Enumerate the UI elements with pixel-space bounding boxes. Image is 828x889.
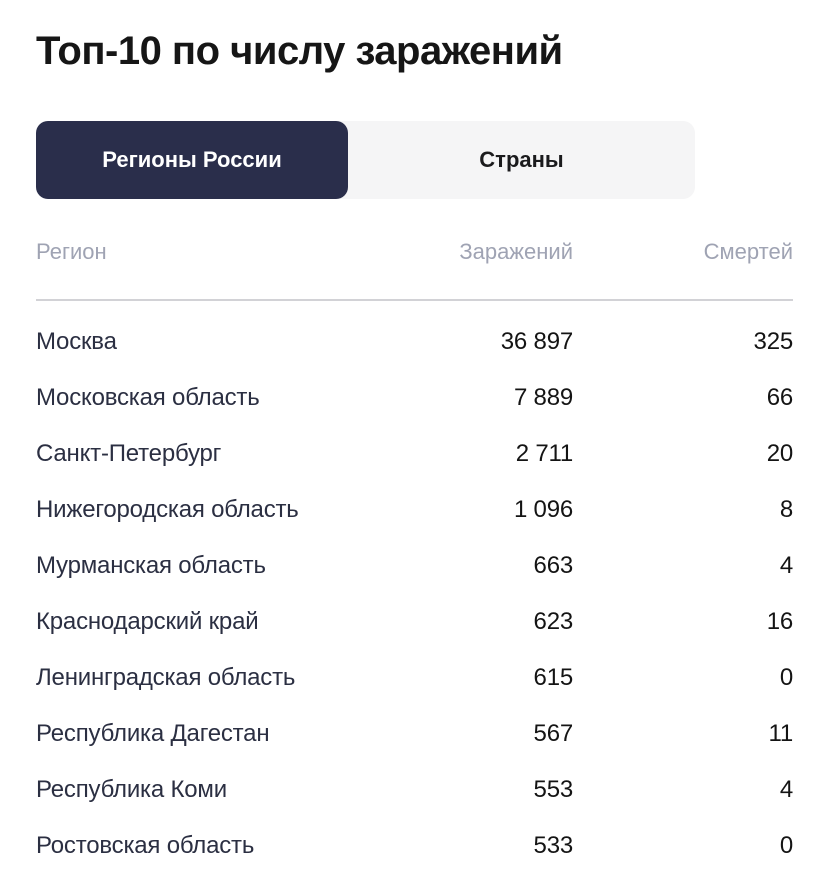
region-name: Ленинградская область [36,664,296,691]
table-row [36,762,793,818]
tab-switcher [36,121,695,199]
table-row [36,482,793,538]
deaths-count: 4 [779,552,793,579]
deaths-count: 4 [779,776,793,803]
region-name: Краснодарский край [36,608,259,635]
infections-count: 7 889 [513,384,573,411]
table-row [36,594,793,650]
column-header-region: Регион [36,239,107,264]
table-header-row [36,239,793,265]
table-row [36,538,793,594]
page-title: Топ-10 по числу заражений [36,29,563,73]
table-body [36,314,793,874]
deaths-count: 16 [766,608,793,635]
region-name: Республика Дагестан [36,720,270,747]
region-name: Москва [36,328,117,355]
table-row [36,706,793,762]
infections-count: 553 [533,776,573,803]
table-row [36,818,793,874]
table-row [36,426,793,482]
deaths-count: 325 [753,328,793,355]
infections-count: 533 [533,832,573,859]
deaths-count: 20 [766,440,793,467]
column-header-deaths: Смертей [703,239,793,264]
region-name: Ростовская область [36,832,255,859]
region-name: Санкт-Петербург [36,440,222,467]
region-name: Республика Коми [36,776,227,803]
region-name: Московская область [36,384,260,411]
infections-count: 623 [533,608,573,635]
region-name: Нижегородская область [36,496,299,523]
column-header-infections: Заражений [459,239,573,264]
header-divider [36,299,793,301]
table-row [36,314,793,370]
deaths-count: 66 [766,384,793,411]
deaths-count: 0 [779,664,793,691]
infections-count: 663 [533,552,573,579]
deaths-count: 8 [779,496,793,523]
table-row [36,370,793,426]
infections-count: 1 096 [513,496,573,523]
table-row [36,650,793,706]
deaths-count: 0 [779,832,793,859]
infections-count: 615 [533,664,573,691]
deaths-count: 11 [768,720,793,747]
infections-count: 2 711 [515,440,573,467]
tab-regions-russia[interactable]: Регионы России [36,121,348,199]
infections-count: 567 [533,720,573,747]
tab-countries[interactable]: Страны [479,147,564,172]
infections-count: 36 897 [500,328,573,355]
region-name: Мурманская область [36,552,266,579]
